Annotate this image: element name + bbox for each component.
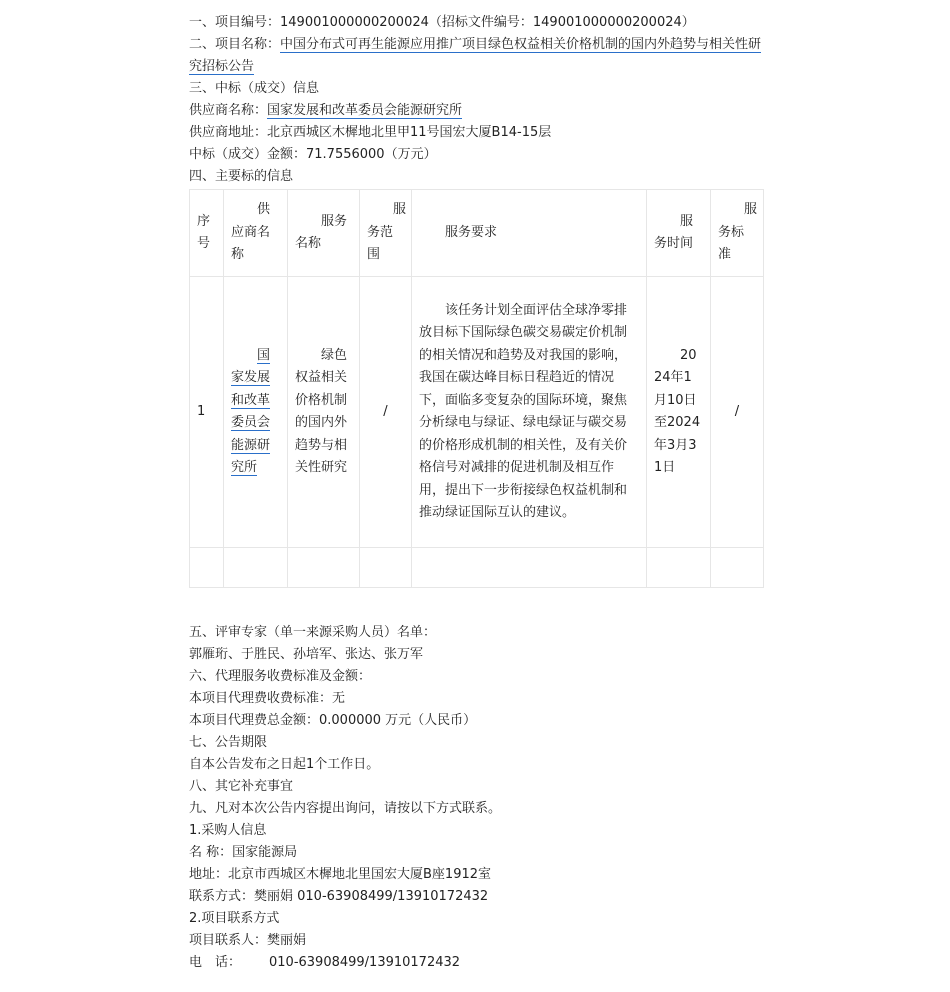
header-service-time: 服务时间 [647,190,711,277]
award-heading: 三、中标（成交）信息 [189,81,320,96]
header-supplier: 供应商名称 [224,190,288,277]
table-header-row [190,190,764,277]
agency-fee-total: 本项目代理费总金额：0.000000 万元（人民币） [189,713,477,728]
purchaser-heading: 1.采购人信息 [189,823,267,838]
row-service-name: 绿色权益相关价格机制的国内外趋势与相关性研究 [288,277,360,548]
supplier-name-label: 供应商名称： [189,103,268,118]
header-service-standard: 服务标准 [711,190,764,277]
purchaser-name: 名 称：国家能源局 [189,845,298,860]
row-service-requirement: 该任务计划全面评估全球净零排放目标下国际绿色碳交易碳定价机制的相关情况和趋势及对我国的影响，我国在碳达峰目标日程趋近的情况下，面临多变复杂的国际环境，聚焦分析绿电与绿证、绿电绿证与碳交易的价格形成机制的相关性，及有关价格信号对减排的促进机制及相互作用，提出下一步衔接绿色权益机制和推动绿证国际互认的建议。 [412,277,647,548]
notice-period: 自本公告发布之日起1个工作日。 [189,757,380,772]
experts-list: 郭雁珩、于胜民、孙培军、张达、张万军 [189,647,424,662]
supplier-address: 供应商地址：北京西城区木樨地北里甲11号国宏大厦B14-15层 [189,125,552,140]
notice-period-heading: 七、公告期限 [189,735,268,750]
main-items-table [189,189,764,588]
row-supplier-link[interactable]: 国家发展和改革委员会能源研究所 [231,347,271,475]
announcement-body [189,12,769,974]
experts-heading: 五、评审专家（单一来源采购人员）名单： [189,625,437,640]
agency-fee-heading: 六、代理服务收费标准及金额： [189,669,372,684]
project-contact-person: 项目联系人：樊丽娟 [189,933,307,948]
project-number: 一、项目编号：149001000000200024（招标文件编号：149001000000200024） [189,15,695,30]
award-amount: 中标（成交）金额：71.7556000（万元） [189,147,437,162]
supplier-name-line [189,100,769,122]
project-name-line [189,34,769,78]
contact-heading: 九、凡对本次公告内容提出询问，请按以下方式联系。 [189,801,502,816]
phone-value: 010-63908499/13910172432 [269,955,461,970]
table-row [190,277,764,548]
phone-line [189,952,769,974]
phone-label: 电 话： [189,955,242,970]
row-service-standard: / [711,277,764,548]
main-info-heading: 四、主要标的信息 [189,169,294,184]
project-name-link[interactable]: 中国分布式可再生能源应用推广项目绿色权益相关价格机制的国内外趋势与相关性研究招标公告 [189,37,762,74]
header-service-scope: 服务范围 [360,190,412,277]
purchaser-address: 地址：北京市西城区木樨地北里国宏大厦B座1912室 [189,867,492,882]
header-no: 序号 [190,190,224,277]
row-service-time: 2024年1月10日至2024年3月31日 [647,277,711,548]
row-supplier-cell [224,277,288,548]
supplier-name-link[interactable]: 国家发展和改革委员会能源研究所 [267,103,463,118]
other-heading: 八、其它补充事宜 [189,779,294,794]
project-name-label: 二、项目名称： [189,37,281,52]
project-contact-heading: 2.项目联系方式 [189,911,280,926]
header-service-requirement: 服务要求 [412,190,647,277]
header-service-name: 服务名称 [288,190,360,277]
agency-fee-standard: 本项目代理费收费标准：无 [189,691,346,706]
row-service-scope: / [360,277,412,548]
purchaser-contact: 联系方式：樊丽娟 010-63908499/13910172432 [189,889,489,904]
row-no: 1 [190,277,224,548]
table-empty-row [190,548,764,588]
